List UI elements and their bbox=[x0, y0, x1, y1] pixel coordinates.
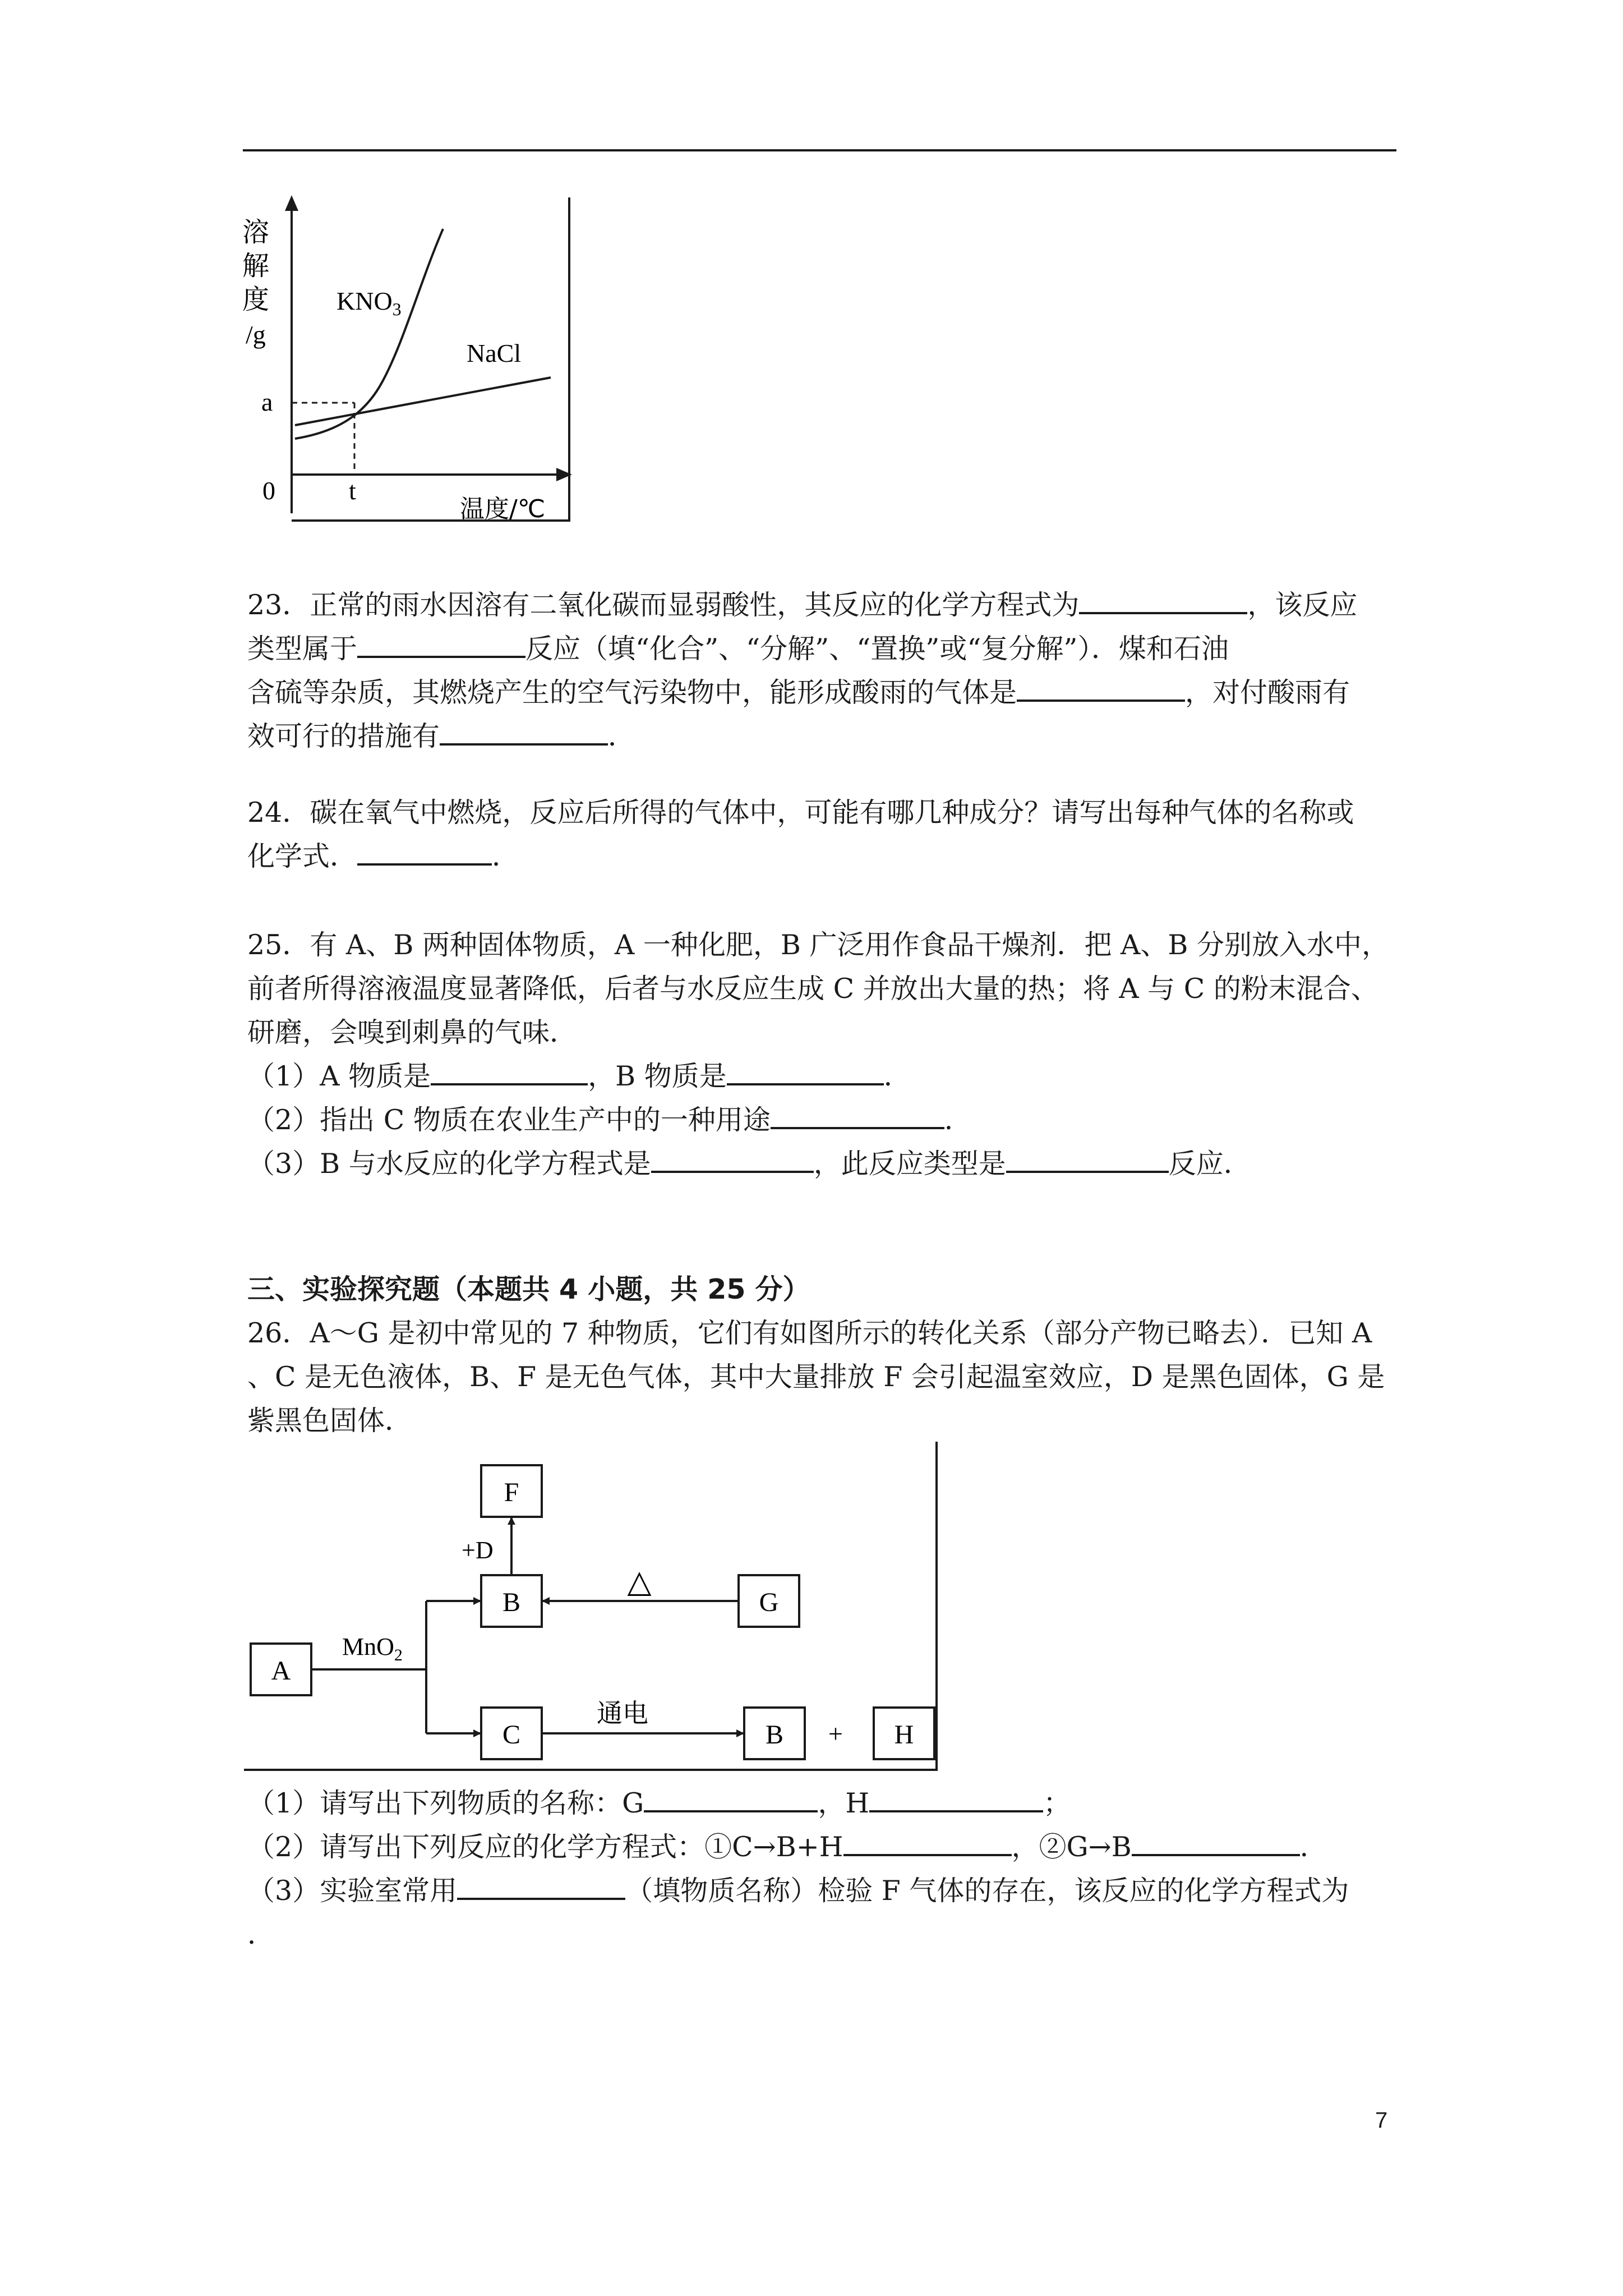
box-g-label: G bbox=[759, 1588, 779, 1617]
q24-blank[interactable] bbox=[357, 842, 492, 866]
q25-sub3-text-2: ，此反应类型是 bbox=[813, 1148, 1006, 1180]
q23-text-4: 反应（填“化合”、“分解”、“置换”或“复分解”）．煤和石油 bbox=[525, 633, 1229, 665]
q26-sub1-text-1: （1）请写出下列物质的名称：G bbox=[247, 1787, 644, 1819]
q25-sub3-text-3: 反应． bbox=[1168, 1148, 1251, 1180]
box-c-label: C bbox=[502, 1720, 521, 1750]
q25-sub1-text-1: （1）A 物质是 bbox=[247, 1060, 431, 1092]
q26-blank-h[interactable] bbox=[869, 1789, 1043, 1812]
q26-sub1-text-2: ，H bbox=[818, 1787, 870, 1819]
q23-text-8: ． bbox=[608, 720, 636, 752]
y-axis-label-4: /g bbox=[246, 320, 266, 349]
question-24 bbox=[247, 791, 1403, 878]
q25-sub3-text-1: （3）B 与水反应的化学方程式是 bbox=[247, 1148, 651, 1180]
q26-sub2-text-1: （2）请写出下列反应的化学方程式：①C→B+H bbox=[247, 1831, 843, 1863]
question-26-subs bbox=[247, 1782, 1403, 1957]
y-axis-label-3: 度 bbox=[242, 284, 270, 315]
q26-text-1: 26．A～G 是初中常见的 7 种物质，它们有如图所示的转化关系（部分产物已略去）．已知 A bbox=[247, 1317, 1372, 1349]
q23-text-6: ，对付酸雨有 bbox=[1185, 677, 1350, 708]
box-h-label: H bbox=[894, 1720, 914, 1750]
question-26 bbox=[247, 1312, 1403, 1443]
q25-blank-equation[interactable] bbox=[651, 1149, 814, 1173]
q25-sub2-text-2: ． bbox=[944, 1104, 972, 1136]
label-mno2: MnO$_2$ bbox=[342, 1633, 403, 1664]
q26-sub3-text-1: （3）实验室常用 bbox=[247, 1875, 458, 1907]
q23-text-2: ，该反应 bbox=[1247, 589, 1358, 621]
q25-text-2: 前者所得溶液温度显著降低，后者与水反应生成 C 并放出大量的热；将 A 与 C 的粉末混合、 bbox=[247, 973, 1378, 1005]
q26-sub3-text-3: ． bbox=[247, 1918, 275, 1950]
q25-text-1: 25．有 A、B 两种固体物质，A 一种化肥，B 广泛用作食品干燥剂．把 A、B 分别放入水中， bbox=[247, 929, 1389, 961]
y-tick-label: a bbox=[261, 388, 273, 416]
series-kno3-label: $KNO_3$ bbox=[336, 287, 402, 319]
q23-text-3: 类型属于 bbox=[247, 633, 358, 665]
origin-label: 0 bbox=[262, 476, 275, 505]
q24-text-3: ． bbox=[492, 840, 520, 872]
solubility-chart bbox=[236, 191, 583, 527]
section-3-title: 三、实验探究题（本题共 4 小题，共 25 分） bbox=[247, 1273, 810, 1305]
q26-blank-reagent[interactable] bbox=[457, 1876, 625, 1900]
box-b2-label: B bbox=[765, 1720, 784, 1750]
q25-blank-use[interactable] bbox=[771, 1106, 944, 1129]
series-nacl-line bbox=[295, 378, 551, 425]
q23-text-1: 23．正常的雨水因溶有二氧化碳而显弱酸性，其反应的化学方程式为 bbox=[247, 589, 1080, 621]
q26-sub3-text-2: （填物质名称）检验 F 气体的存在，该反应的化学方程式为 bbox=[625, 1875, 1349, 1907]
q24-text-2: 化学式． bbox=[247, 840, 358, 872]
label-plus: + bbox=[828, 1719, 843, 1748]
label-heat: △ bbox=[627, 1563, 652, 1600]
q23-blank-type[interactable] bbox=[357, 634, 525, 658]
x-tick-label: t bbox=[349, 476, 356, 505]
q24-text-1: 24．碳在氧气中燃烧，反应后所得的气体中，可能有哪几种成分？请写出每种气体的名称或 bbox=[247, 797, 1354, 829]
q26-sub1-text-3: ； bbox=[1043, 1787, 1071, 1819]
q26-text-3: 紫黑色固体． bbox=[247, 1405, 413, 1437]
q26-sub2-text-3: ． bbox=[1299, 1831, 1327, 1863]
q25-sub1-text-2: ，B 物质是 bbox=[588, 1060, 727, 1092]
y-axis-label-2: 解 bbox=[242, 250, 270, 282]
reaction-diagram bbox=[244, 1442, 951, 1778]
header-rule bbox=[243, 149, 1396, 151]
series-kno3-curve bbox=[295, 229, 443, 439]
q23-blank-measure[interactable] bbox=[440, 722, 608, 746]
box-f-label: F bbox=[504, 1478, 519, 1507]
y-axis-label-1: 溶 bbox=[242, 217, 270, 248]
q25-text-3: 研磨，会嗅到刺鼻的气味． bbox=[247, 1016, 578, 1048]
q23-text-5: 含硫等杂质，其燃烧产生的空气污染物中，能形成酸雨的气体是 bbox=[247, 677, 1017, 708]
q23-blank-gas[interactable] bbox=[1017, 678, 1185, 702]
q25-blank-b[interactable] bbox=[727, 1062, 884, 1085]
question-23 bbox=[247, 583, 1403, 758]
q26-blank-eq1[interactable] bbox=[843, 1833, 1012, 1856]
q26-sub2-text-2: ，②G→B bbox=[1011, 1831, 1132, 1863]
label-plus-d: +D bbox=[462, 1536, 494, 1564]
q26-blank-g[interactable] bbox=[644, 1789, 818, 1812]
page-number: 7 bbox=[1375, 2108, 1388, 2133]
question-25 bbox=[247, 923, 1403, 1186]
q23-blank-equation[interactable] bbox=[1079, 591, 1247, 614]
label-electric: 通电 bbox=[597, 1698, 648, 1728]
series-nacl-label: NaCl bbox=[467, 339, 522, 367]
y-axis-arrow bbox=[285, 195, 298, 211]
q25-blank-a[interactable] bbox=[431, 1062, 588, 1085]
q25-sub1-text-3: ． bbox=[883, 1060, 911, 1092]
q25-sub2-text-1: （2）指出 C 物质在农业生产中的一种用途 bbox=[247, 1104, 771, 1136]
q23-text-7: 效可行的措施有 bbox=[247, 720, 440, 752]
x-axis-label: 温度/℃ bbox=[460, 495, 546, 523]
box-b1-label: B bbox=[502, 1588, 521, 1617]
q25-blank-type[interactable] bbox=[1006, 1149, 1169, 1173]
q26-blank-eq2[interactable] bbox=[1132, 1833, 1300, 1856]
q26-text-2: 、C 是无色液体，B、F 是无色气体，其中大量排放 F 会引起温室效应，D 是黑色固体，G 是 bbox=[247, 1361, 1385, 1393]
box-a-label: A bbox=[271, 1656, 291, 1686]
